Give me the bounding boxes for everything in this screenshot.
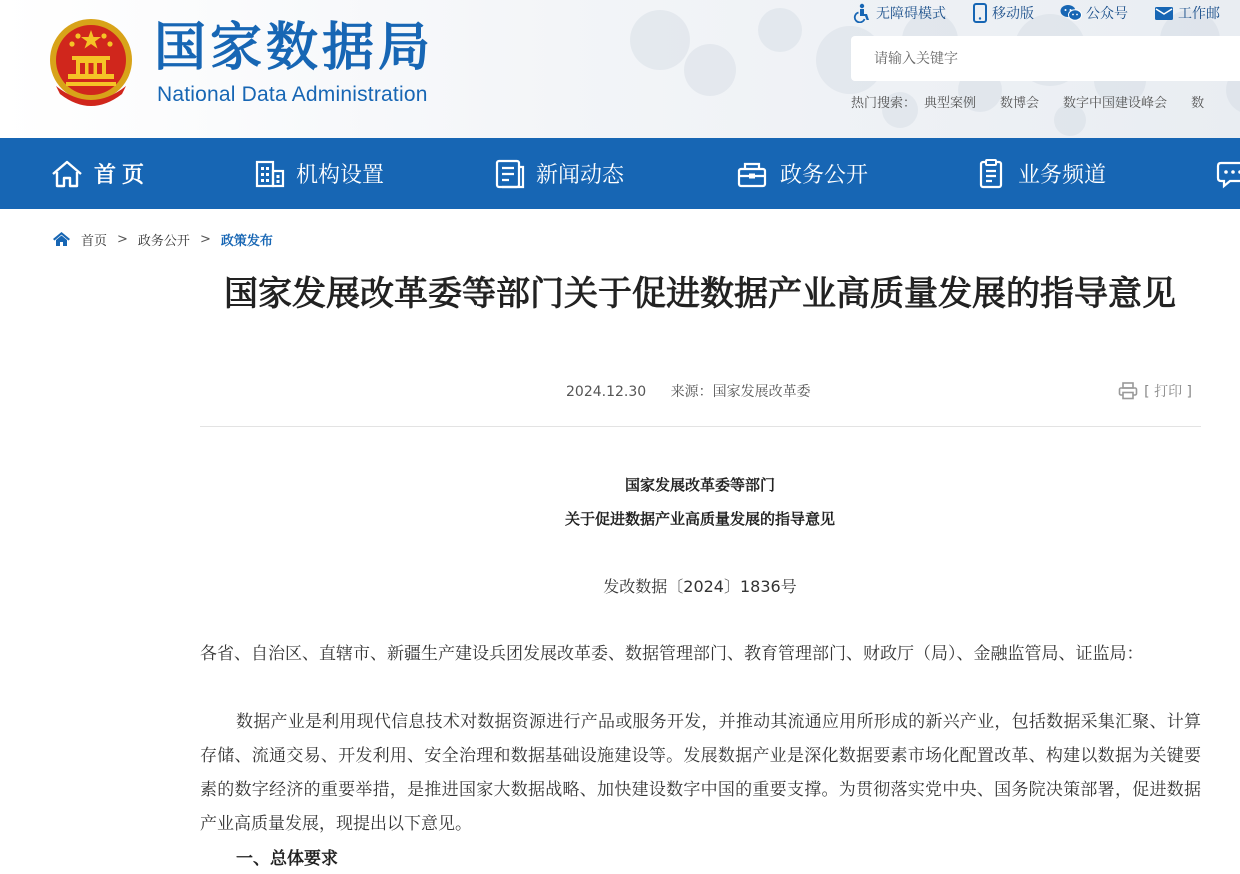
breadcrumb-separator: > xyxy=(199,231,211,247)
accessibility-mode-link[interactable] xyxy=(852,3,946,23)
home-icon xyxy=(50,159,84,189)
print-label: [ 打印 ] xyxy=(1144,384,1192,400)
printer-icon xyxy=(1118,382,1138,400)
nav-item-interaction[interactable] xyxy=(1216,138,1240,209)
search-input[interactable] xyxy=(851,36,1240,81)
wechat-label: 公众号 xyxy=(1086,6,1128,22)
home-icon xyxy=(52,231,71,247)
nav-label: 机构设置 xyxy=(296,163,385,188)
nav-label: 政务公开 xyxy=(780,163,869,188)
nav-item-news[interactable] xyxy=(494,138,624,209)
government-icon xyxy=(736,159,770,189)
business-icon xyxy=(976,158,1008,190)
nav-item-business-channel[interactable] xyxy=(976,138,1106,209)
chat-icon xyxy=(1216,159,1240,189)
hot-search-term[interactable]: 典型案例 xyxy=(924,96,977,111)
section-heading: 一、总体要求 xyxy=(236,849,338,869)
site-name-en: National Data Administration xyxy=(157,83,428,106)
main-nav xyxy=(0,138,1240,209)
article-date: 2024.12.30 xyxy=(566,384,647,400)
document-issuer: 国家发展改革委等部门 xyxy=(624,476,775,494)
document-number: 发改数据〔2024〕1836号 xyxy=(603,577,797,596)
organization-icon xyxy=(254,159,286,189)
search-box xyxy=(851,36,1240,81)
nav-label: 首页 xyxy=(94,163,151,188)
title-divider xyxy=(200,426,1201,427)
wechat-account-link[interactable] xyxy=(1060,3,1128,23)
work-mail-link[interactable] xyxy=(1154,3,1220,23)
hot-search xyxy=(851,92,1228,111)
print-button[interactable] xyxy=(1118,381,1192,401)
hot-search-term[interactable]: 数博会 xyxy=(1000,96,1040,111)
nav-label: 业务频道 xyxy=(1018,163,1107,188)
breadcrumb-level1[interactable]: 政务公开 xyxy=(137,233,190,249)
article-meta xyxy=(200,381,1200,403)
accessibility-label: 无障碍模式 xyxy=(876,6,946,22)
news-icon xyxy=(494,159,526,189)
breadcrumb xyxy=(52,230,273,248)
national-emblem-logo xyxy=(48,16,134,106)
nav-item-home[interactable] xyxy=(50,138,150,209)
wechat-icon xyxy=(1060,4,1082,22)
site-name-cn: 国家数据局 xyxy=(154,18,435,78)
intro-paragraph: 数据产业是利用现代信息技术对数据资源进行产品或服务开发，并推动其流通应用所形成的新兴产业，包括数据采集汇聚、计算存储、流通交易、开发利用、安全治理和数据基础设施建设等。发展数据产业是深化数据要素市场化配置改革、构建以数据为关键要素的数字经济的重要举措，是推进国家大数据战略、加快建设数字中国的重要支撑。为贯彻落实党中央、国务院决策部署，促进数据产业高质量发展，现提出以下意见。 xyxy=(200,712,1201,834)
breadcrumb-home[interactable]: 首页 xyxy=(81,233,108,249)
site-header xyxy=(0,0,1240,138)
mobile-label: 移动版 xyxy=(992,6,1034,22)
breadcrumb-separator: > xyxy=(117,231,128,247)
top-links xyxy=(852,2,1240,24)
article-source: 来源：国家发展改革委 xyxy=(670,384,811,400)
nav-label: 新闻动态 xyxy=(536,163,625,188)
recipients-paragraph: 各省、自治区、直辖市、新疆生产建设兵团发展改革委、数据管理部门、教育管理部门、财政厅（局）、金融监管局、证监局： xyxy=(200,644,1144,664)
mail-label: 工作邮 xyxy=(1178,6,1220,22)
hot-search-term[interactable]: 数字中国建设峰会 xyxy=(1063,96,1168,111)
document-title: 关于促进数据产业高质量发展的指导意见 xyxy=(564,510,835,528)
mail-icon xyxy=(1154,4,1174,22)
mobile-icon xyxy=(972,3,988,23)
mobile-version-link[interactable] xyxy=(972,3,1034,23)
accessibility-icon xyxy=(852,3,872,23)
nav-item-organization[interactable] xyxy=(254,138,384,209)
hot-search-term[interactable]: 数 xyxy=(1191,96,1205,111)
hot-search-label: 热门搜索： xyxy=(851,96,917,111)
nav-item-government-affairs[interactable] xyxy=(736,138,868,209)
breadcrumb-current[interactable]: 政策发布 xyxy=(220,233,273,249)
article-title: 国家发展改革委等部门关于促进数据产业高质量发展的指导意见 xyxy=(224,274,1176,314)
